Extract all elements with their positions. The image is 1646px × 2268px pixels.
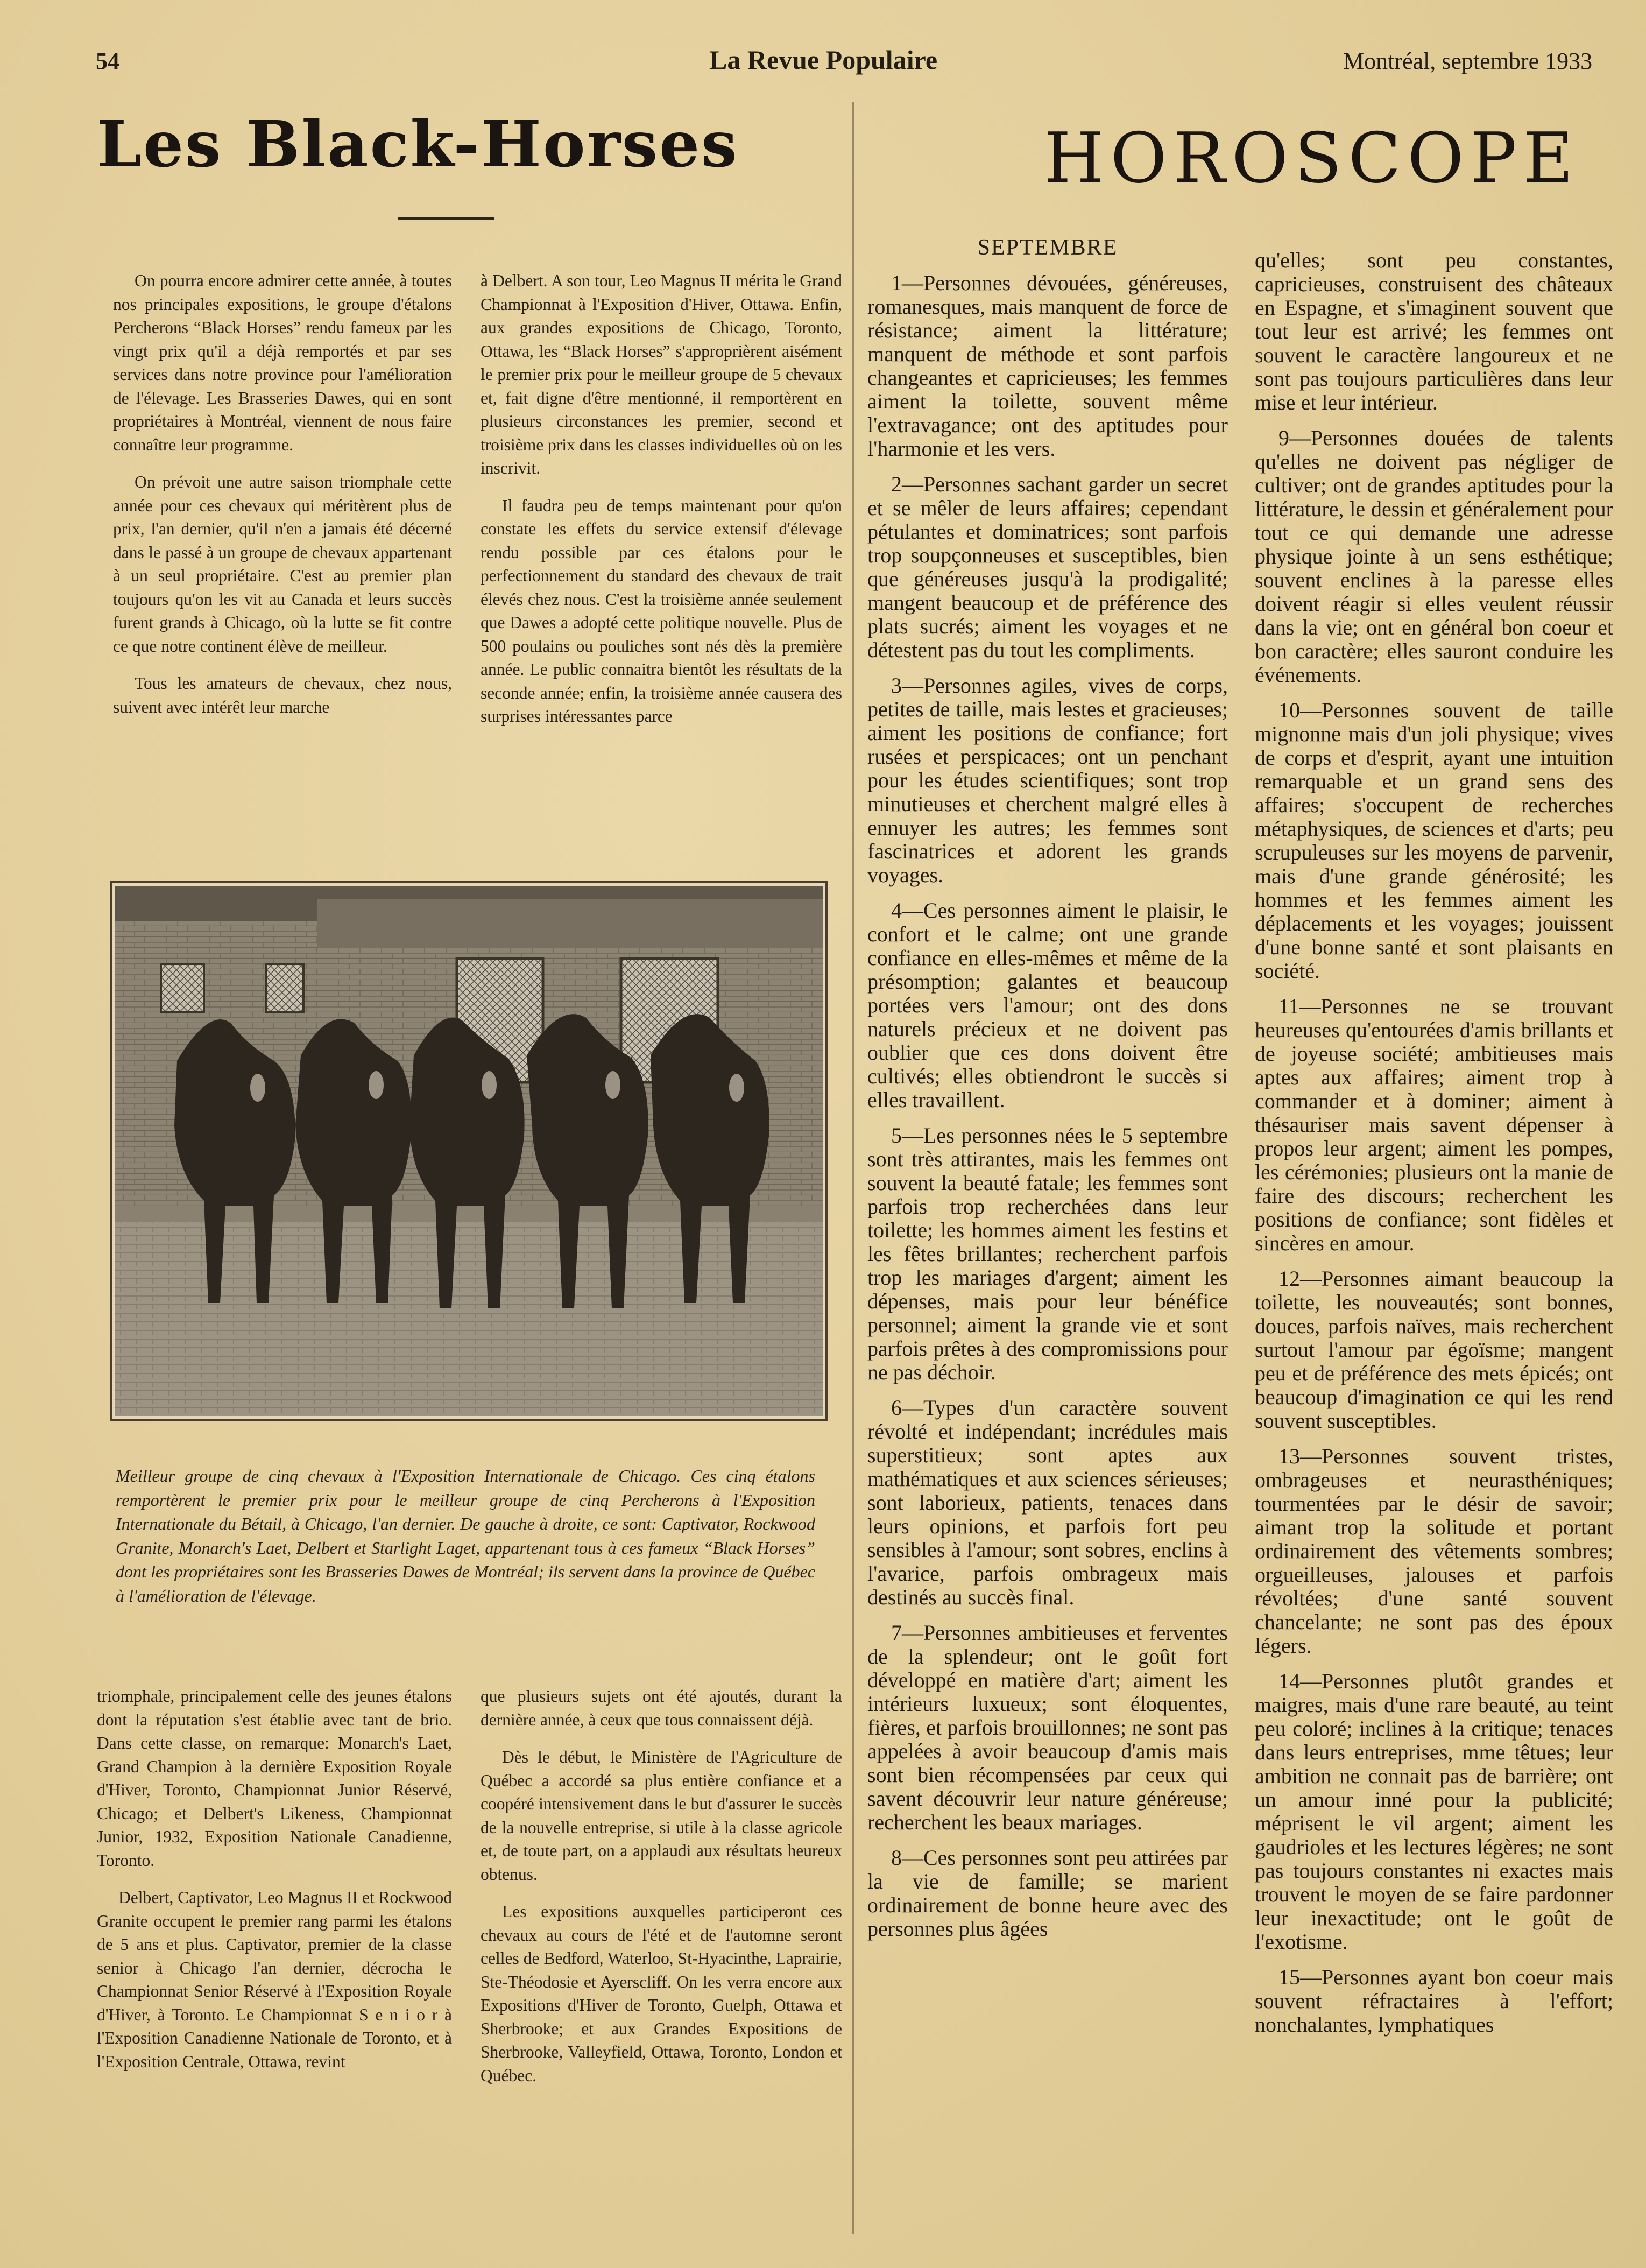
paragraph: que plusieurs sujets ont été ajoutés, durant la dernière année, à ceux que tous connaissent déjà. [481, 1687, 842, 1729]
title-rule [398, 217, 494, 220]
horoscope-entry: 8—Ces personnes sont peu attirées par la vie de famille; se marient ordinairement de bonne heure avec des personnes plus âgées [867, 1846, 1228, 1941]
month-heading: SEPTEMBRE [977, 235, 1118, 260]
article-title: Les Black-Horses [97, 107, 739, 181]
article-column-4 [481, 1685, 842, 2101]
article-column-2 [481, 269, 842, 742]
horoscope-entry: 5—Les personnes nées le 5 septembre sont très attirantes, mais les femmes ont souvent la beauté fatale; les femmes sont parfois trop recherchées dans leur toilette; les hommes aiment les festins et les fêtes brillantes; recherchent parfois trop les mariages d'argent; aiment les dépenses, mais pour leur bénéfice personnel; aiment la grande vie et sont parfois prêtes à des compromissions pour ne pas déchoir. [867, 1123, 1228, 1384]
horoscope-entry: 15—Personnes ayant bon coeur mais souvent réfractaires à l'effort; nonchalantes, lymphatiques [1255, 1965, 1613, 2037]
paragraph: Tous les amateurs de chevaux, chez nous, suivent avec intérêt leur marche [113, 674, 452, 716]
paragraph: Les expositions auxquelles participeront ces chevaux au cours de l'été et de l'automne seront celles de Bedford, Waterloo, St-Hyacinthe, Laprairie, Ste-Théodosie et Ayerscliff. On les verra encore aux Expositions d'Hiver de Toronto, Guelph, Ottawa et Sherbrooke; et aux Grandes Expositions de Sherbrooke, Valleyfield, Ottawa, Toronto, London et Québec. [481, 1902, 842, 2085]
paragraph: Il faudra peu de temps maintenant pour qu'on constate les effets du service extensif d'élevage rendu possible par ces étalons pour le perfectionnement du standard des chevaux de trait élevés chez nous. C'est la troisième année seulement que Dawes a adopté cette politique nouvelle. Plus de 500 poulains ou pouliches sont nés dès la première année. Le public connaitra bientôt les résultats de la seconde année; enfin, la troisième année causera des surprises intéressantes parce [481, 496, 842, 726]
horoscope-entry: 4—Ces personnes aiment le plaisir, le confort et le calme; ont une grande confiance en elles-mêmes et même de la présomption; galantes et beaucoup portées vers l'amour; ont des dons naturels précieux et ne doivent pas oublier que ces dons doivent être cultivés; elles obtiendront le succès si elles travaillent. [867, 898, 1228, 1112]
paragraph: triomphale, principalement celle des jeunes étalons dont la réputation s'est établie avec tant de brio. Dans cette classe, on remarque: Monarch's Laet, Grand Champion à la dernière Exposition Royale d'Hiver, Toronto, Championnat Junior Réservé, Chicago; et Delbert's Likeness, Championnat Junior, 1932, Exposition Nationale Canadienne, Toronto. [97, 1687, 452, 1870]
horoscope-entry: 14—Personnes plutôt grandes et maigres, mais d'une rare beauté, au teint peu coloré; inclines à la critique; tenaces dans leurs entreprises, mme têtues; leur ambition ne connait pas de barrière; ont un amour inné pour la publicité; méprisent le vil argent; aiment les gaudrioles et les lectures légères; ne sont pas toujours constantes ni exactes mais trouvent le moyen de se faire pardonner leur inexactitude; ont le goût de l'exotisme. [1255, 1669, 1613, 1954]
paragraph: On pourra encore admirer cette année, à toutes nos principales expositions, le groupe d'étalons Percherons “Black Horses” rendu fameux par les vingt prix qu'il a déjà remportés et par ses services dans notre province pour l'amélioration de l'élevage. Les Brasseries Dawes, qui en sont propriétaires à Montréal, viennent de nous faire connaître leur programme. [113, 271, 452, 454]
horoscope-entry: 7—Personnes ambitieuses et ferventes de la splendeur; ont le goût fort développé en matière d'art; aiment les intérieurs luxueux; sont éloquentes, fières, et parfois brouillonnes; ne sont pas appelées à avoir beaucoup d'amis mais sont bien récompensées par ceux qui savent découvrir leur nature généreuse; recherchent les beaux mariages. [867, 1621, 1228, 1834]
horoscope-entry: 6—Types d'un caractère souvent révolté et indépendant; incrédules mais superstitieux; sont aptes aux mathématiques et aux sciences sérieuses; sont laborieux, patients, tenaces dans leurs opinions, et parfois fort peu sensibles à l'amour; sont sobres, enclins à l'avarice, parfois ombrageux mais destinés au succès final. [867, 1396, 1228, 1609]
horoscope-column-2 [1255, 249, 1613, 2048]
horoscope-entry: 1—Personnes dévouées, généreuses, romanesques, mais manquent de force de résistance; aiment la littérature; manquent de méthode et sont parfois changeantes et capricieuses; les femmes aiment la toilette, souvent même l'extravagance; ont des aptitudes pour l'harmonie et les vers. [867, 271, 1228, 461]
horoscope-entry: qu'elles; sont peu constantes, capricieuses, construisent des châteaux en Espagne, et s'imaginent souvent que tout leur est arrivé; les femmes ont souvent le caractère langoureux et ne sont pas toujours particulières dans leur mise et leur intérieur. [1255, 248, 1613, 414]
horoscope-entry: 11—Personnes ne se trouvant heureuses qu'entourées d'amis brillants et de joyeuse société; ambitieuses mais aptes aux affaires; aiment trop à commander et à dominer; aiment à thésauriser mais savent dépenser à propos leur argent; aiment les pompes, les cérémonies; plusieurs ont la manie de faire des discours; recherchent les positions de confiance; sont fidèles et sincères en amour. [1255, 994, 1613, 1255]
column-divider [852, 102, 854, 2234]
horoscope-entry: 3—Personnes agiles, vives de corps, petites de taille, mais lestes et gracieuses; aiment les positions de confiance; fort rusées et perspicaces; ont un penchant pour les études scientifiques; sont trop minutieuses et cherchent malgré elles à ennuyer les autres; les femmes sont fascinatrices et adorent les grands voyages. [867, 673, 1228, 887]
paragraph: On prévoit une autre saison triomphale cette année pour ces chevaux qui méritèrent plus de prix, l'an dernier, qu'il n'en a jamais été décerné dans le passé à un groupe de chevaux appartenant à un seul propriétaire. C'est au premier plan toujours qu'on les vit au Canada et leurs succès furent grands à Chicago, où la lutte se fit contre ce que notre continent élève de meilleur. [113, 473, 452, 656]
paragraph: à Delbert. A son tour, Leo Magnus II mérita le Grand Championnat à l'Exposition d'Hiver, Ottawa. Enfin, aux grandes expositions de Chicago, Toronto, Ottawa, les “Black Horses” s'approprièrent aisément le premier prix pour le meilleur groupe de 5 chevaux et, fait digne d'être mentionné, il remportèrent en plusieurs circonstances les premier, second et troisième prix dans les classes individuelles où on les inscrivit. [481, 271, 842, 477]
horses-illustration [112, 883, 825, 1419]
horoscope-title: HOROSCOPE [1044, 118, 1580, 199]
photo-caption: Meilleur groupe de cinq chevaux à l'Exposition Internationale de Chicago. Ces cinq étalons remportèrent le premier prix pour le meilleur groupe de cinq Percherons à l'Exposition Internationale du Bétail, à Chicago, l'an dernier. De gauche à droite, ce sont: Captivator, Rockwood Granite, Monarch's Laet, Delbert et Starlight Laget, appartenant tous à ces fameux “Black Horses” dont les propriétaires sont les Brasseries Dawes de Montréal; ils servent dans la province de Québec à l'amélioration de l'élevage. [116, 1466, 815, 1605]
horoscope-column-1 [867, 236, 1228, 1953]
article-column-3 [97, 1685, 452, 2087]
paragraph: Dès le début, le Ministère de l'Agriculture de Québec a accordé sa plus entière confiance et a coopéré intensivement dans le but d'assurer le succès de la nouvelle entreprise, si utile à la classe agricole et, de toute part, on a applaudi aux résultats heureux obtenus. [481, 1748, 842, 1884]
magazine-title: La Revue Populaire [709, 45, 938, 75]
horoscope-entry: 9—Personnes douées de talents qu'elles ne doivent pas négliger de cultiver; ont de grandes aptitudes pour la littérature, le dessin et généralement pour tout ce qui demande une adresse physique jointe à un sens esthétique; souvent enclines à la paresse elles doivent réagir si elles veulent réussir dans la vie; ont en général bon coeur et bon caractère; elles sauront conduire les événements. [1255, 426, 1613, 687]
page-number: 54 [96, 48, 119, 74]
horoscope-entry: 13—Personnes souvent tristes, ombrageuses et neurasthéniques; tourmentées par le désir de savoir; aimant trop la solitude et portant ordinairement des vêtements sombres; orgueilleuses, jalouses et parfois révoltées; d'une santé souvent chancelante; ne sont pas des époux légers. [1255, 1444, 1613, 1658]
horoscope-entry: 12—Personnes aimant beaucoup la toilette, les nouveautés; sont bonnes, douces, parfois naïves, mais recherchent surtout l'amour par égoïsme; mangent peu et de préférence des mets épicés; ont beaucoup d'imagination ce qui les rend souvent susceptibles. [1255, 1266, 1613, 1433]
horoscope-entry: 10—Personnes souvent de taille mignonne mais d'un joli physique; vives de corps et d'esprit, ayant une intuition remarquable et un grand sens des affaires; s'occupent de recherches métaphysiques, de sciences et d'arts; peu scrupuleuses sur les moyens de parvenir, mais d'une grande générosité; les hommes et les femmes aiment les déplacements et les voyages; jouissent d'une bonne santé et sont plaisants en société. [1255, 698, 1613, 983]
horoscope-entry: 2—Personnes sachant garder un secret et se mêler de leurs affaires; cependant pétulantes et dominatrices; sont parfois trop soupçonneuses et susceptibles, bien que généreuses jusqu'à la prodigalité; mangent beaucoup et de préférence des plats sucrés; aiment les voyages et ne détestent pas du tout les compliments. [867, 472, 1228, 662]
horses-photo [110, 881, 828, 1421]
paragraph: Delbert, Captivator, Leo Magnus II et Rockwood Granite occupent le premier rang parmi les étalons de 5 ans et plus. Captivator, premier de la classe senior à Chicago l'an dernier, décrocha le Championnat Senior Réservé à l'Exposition Royale d'Hiver, à Toronto. Le Championnat S e n i o r à l'Exposition Canadienne Nationale de Toronto, et à l'Exposition Centrale, Ottawa, revint [97, 1888, 452, 2071]
issue-date: Montréal, septembre 1933 [1343, 48, 1593, 74]
article-column-1 [113, 269, 452, 732]
